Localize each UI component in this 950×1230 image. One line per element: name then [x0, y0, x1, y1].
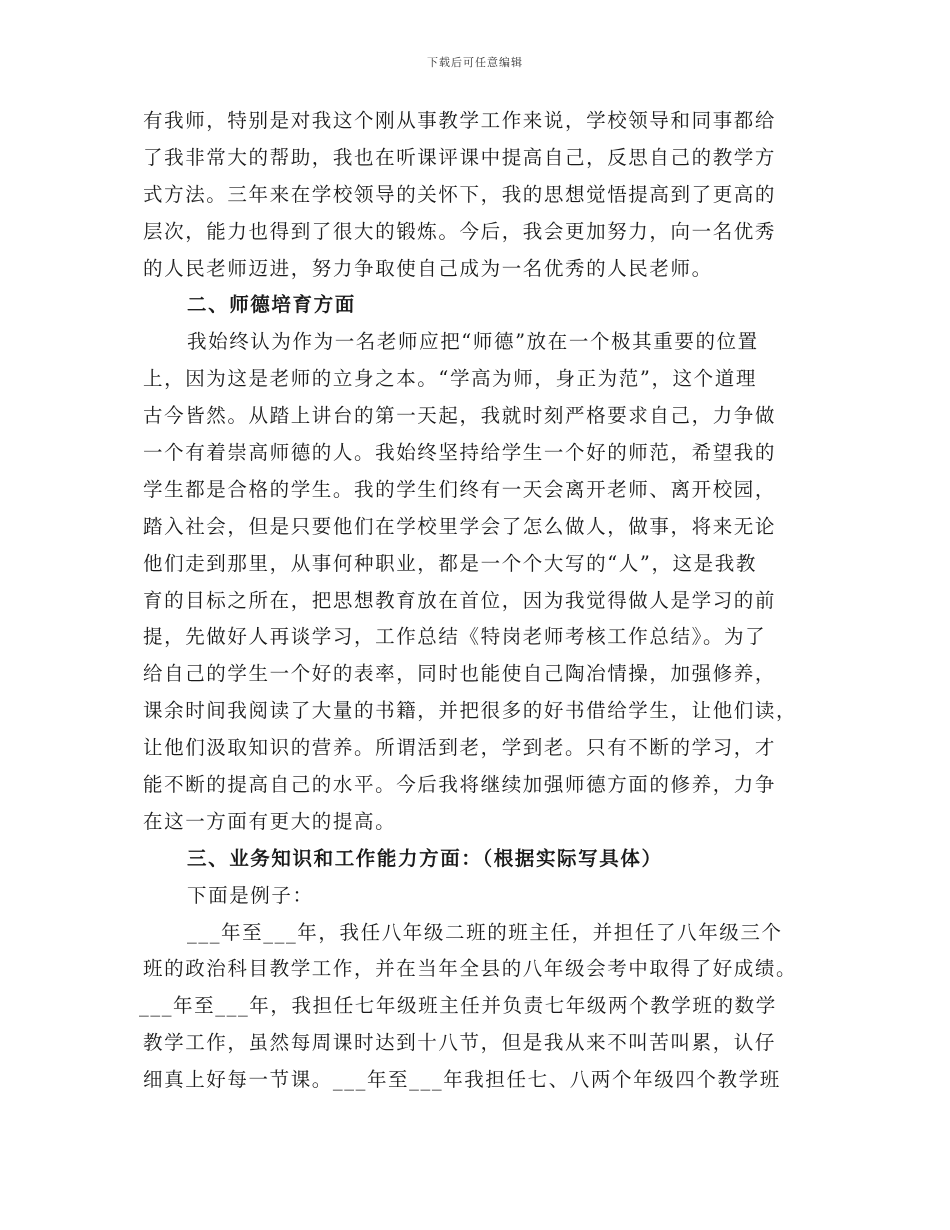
text-line: 细真上好每一节课。___年至___年我担任七、八两个年级四个教学班: [143, 1068, 781, 1092]
section-heading: 二、师德培育方面: [187, 293, 356, 317]
text-line: ___年至___年，我任八年级二班的班主任，并担任了八年级三个: [187, 920, 783, 944]
text-line: 他们走到那里，从事何种职业，都是一个个大写的“人”，这是我教: [143, 551, 757, 575]
document-body: [139, 103, 843, 1099]
text-line: 了我非常大的帮助，我也在听课评课中提高自己，反思自己的教学方: [143, 145, 777, 169]
text-line: 课余时间我阅读了大量的书籍，并把很多的好书借给学生，让他们读，: [143, 699, 798, 723]
text-line: 给自己的学生一个好的表率，同时也能使自己陶冶情操，加强修养，: [143, 662, 777, 686]
text-line: 让他们汲取知识的营养。所谓活到老，学到老。只有不断的学习，才: [143, 736, 777, 760]
text-line: 踏入社会，但是只要他们在学校里学会了怎么做人，做事，将来无论: [143, 514, 777, 538]
text-line: 下面是例子：: [187, 883, 314, 907]
text-line: 班的政治科目教学工作，并在当年全县的八年级会考中取得了好成绩。: [143, 957, 798, 981]
text-line: 提，先做好人再谈学习，工作总结《特岗老师考核工作总结》。为了: [143, 625, 767, 649]
text-line: 古今皆然。从踏上讲台的第一天起，我就时刻严格要求自己，力争做: [143, 404, 777, 428]
section-heading: 三、业务知识和工作能力方面：（根据实际写具体）: [187, 846, 663, 870]
text-line: ___年至___年，我担任七年级班主任并负责七年级两个教学班的数学: [139, 994, 777, 1018]
text-line: 教学工作，虽然每周课时达到十八节，但是我从来不叫苦叫累，认仔: [143, 1031, 777, 1055]
text-line: 上，因为这是老师的立身之本。“学高为师，身正为范”，这个道理: [143, 367, 757, 391]
text-line: 一个有着崇高师德的人。我始终坚持给学生一个好的师范，希望我的: [143, 441, 777, 465]
text-line: 层次，能力也得到了很大的锻炼。今后，我会更加努力，向一名优秀: [143, 219, 777, 243]
text-line: 有我师，特别是对我这个刚从事教学工作来说，学校领导和同事都给: [143, 109, 777, 132]
text-line: 在这一方面有更大的提高。: [143, 809, 397, 833]
text-line: 学生都是合格的学生。我的学生们终有一天会离开老师、离开校园，: [143, 477, 777, 501]
text-line: 我始终认为作为一名老师应把“师德”放在一个极其重要的位置: [187, 330, 759, 354]
text-line: 育的目标之所在，把思想教育放在首位，因为我觉得做人是学习的前: [143, 588, 777, 612]
text-line: 式方法。三年来在学校领导的关怀下，我的思想觉悟提高到了更高的: [143, 182, 777, 206]
text-line: 的人民老师迈进，努力争取使自己成为一名优秀的人民老师。: [143, 256, 713, 280]
text-line: 能不断的提高自己的水平。今后我将继续加强师德方面的修养，力争: [143, 773, 777, 797]
page-header: 下载后可任意编辑: [427, 56, 523, 69]
